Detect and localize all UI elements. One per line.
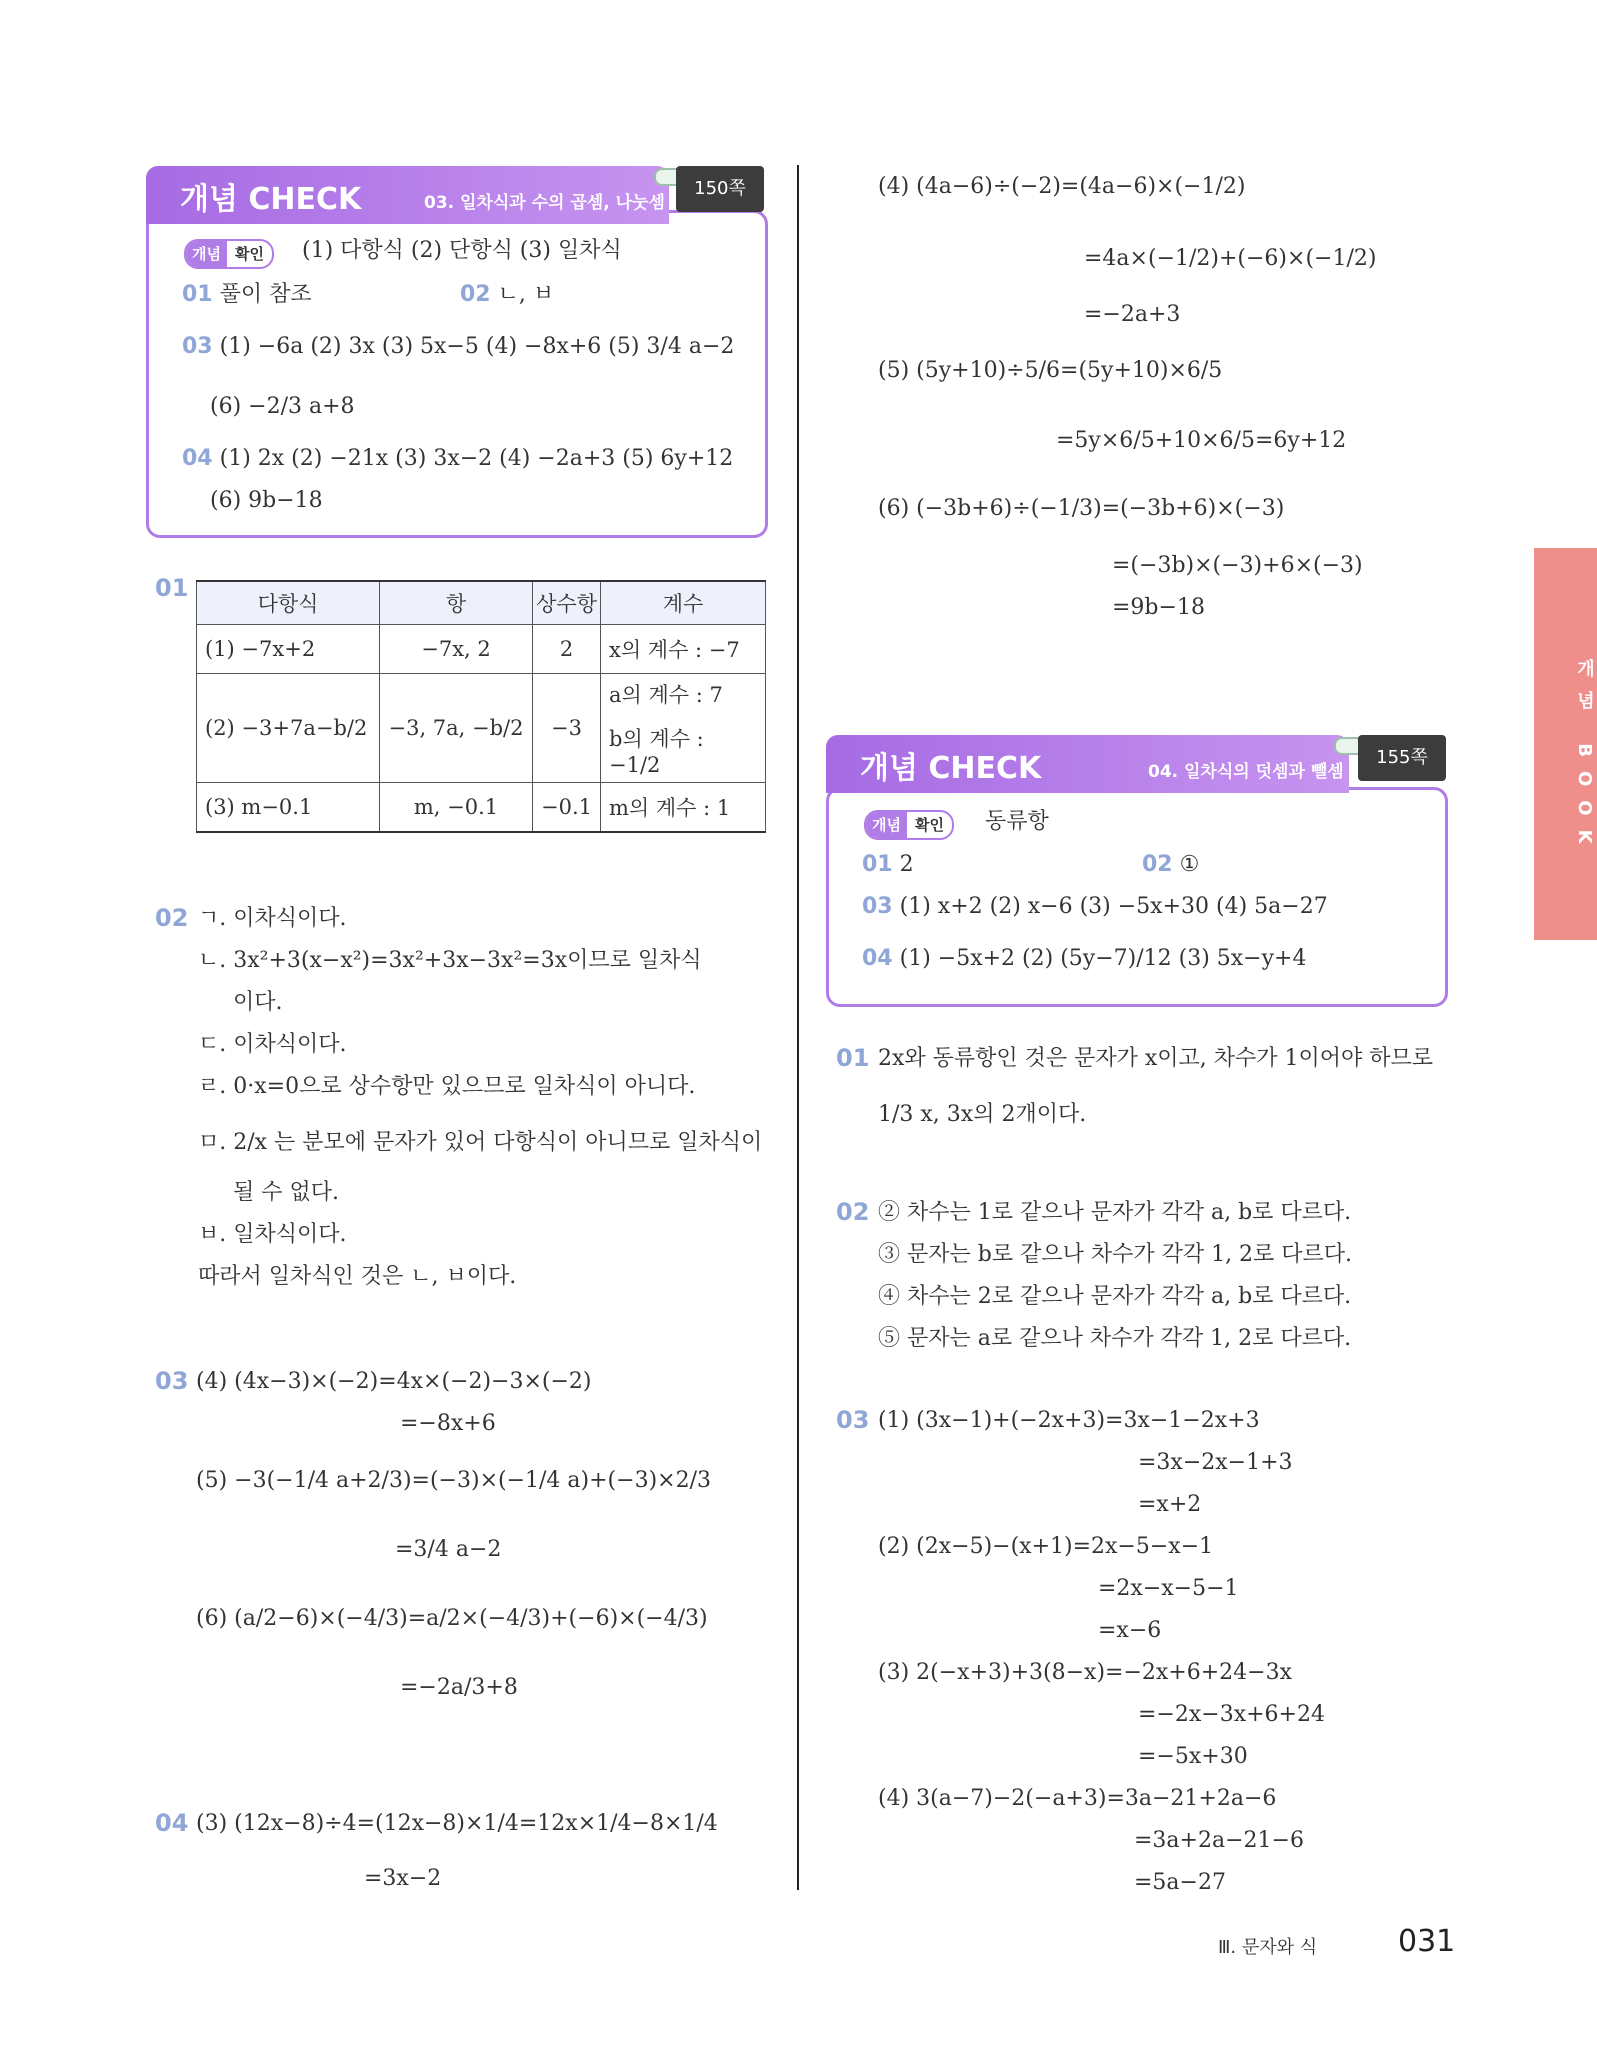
sol04-line: =9b−18 [1112, 595, 1205, 620]
table-header: 다항식 [197, 581, 380, 625]
sol04-line: =4a×(−1/2)+(−6)×(−1/2) [1084, 246, 1377, 271]
sol2-03-line: (2) (2x−5)−(x+1)=2x−5−x−1 [878, 1534, 1214, 1559]
concept-check-header-1 [146, 166, 669, 224]
sol03-line: =3/4 a−2 [395, 1537, 502, 1562]
sol04-line: =5y×6/5+10×6/5=6y+12 [1056, 428, 1347, 453]
sol02-line: 이다. [233, 990, 283, 1015]
concept-answer: (1) 다항식 (2) 단항식 (3) 일차식 [302, 238, 622, 263]
table-row: (2) −3+7a−b/2 −3, 7a, −b/2 −3 a의 계수 : 7 b의 계수 : −1/2 [197, 674, 766, 783]
table-row: (3) m−0.1 m, −0.1 −0.1 m의 계수 : 1 [197, 783, 766, 833]
solution-number-02: 02 [836, 1198, 870, 1226]
answer-04: 04 (1) 2x (2) −21x (3) 3x−2 (4) −2a+3 (5) 6y+12 [182, 446, 734, 471]
table-header: 계수 [601, 581, 766, 625]
solution-number-04: 04 [155, 1809, 189, 1837]
sol04-line: (6) (−3b+6)÷(−1/3)=(−3b+6)×(−3) [878, 496, 1285, 521]
sol04-line: =(−3b)×(−3)+6×(−3) [1112, 553, 1363, 578]
sol03-line: =−8x+6 [400, 1411, 496, 1436]
page-reference-tag: 155쪽 [1358, 735, 1446, 781]
solution-number-03: 03 [155, 1367, 189, 1395]
concept-badge: 개념 확인 [184, 239, 274, 269]
side-tab-label: 개념 BOOK [1574, 658, 1595, 858]
sol02-line: ㄹ. 0·x=0으로 상수항만 있으므로 일차식이 아니다. [198, 1074, 696, 1099]
sol02-line: ㄴ. 3x²+3(x−x²)=3x²+3x−3x²=3x이므로 일차식 [198, 948, 702, 973]
sol03-line: (6) (a/2−6)×(−4/3)=a/2×(−4/3)+(−6)×(−4/3) [196, 1606, 708, 1631]
sol02-line: ㄱ. 이차식이다. [198, 906, 347, 931]
footer-section: Ⅲ. 문자와 식 [1218, 1937, 1318, 1958]
side-tab [1534, 548, 1597, 940]
sol2-03-line: =x−6 [1098, 1618, 1162, 1643]
sol2-01-line: 1/3 x, 3x의 2개이다. [878, 1102, 1087, 1127]
table-row: (1) −7x+2 −7x, 2 2 x의 계수 : −7 [197, 625, 766, 674]
sol02-line: ㅁ. 2/x 는 분모에 문자가 있어 다항식이 아니므로 일차식이 [198, 1130, 763, 1155]
answer-04-cont: (6) 9b−18 [210, 488, 323, 513]
table-header-row [197, 581, 766, 625]
table-header: 항 [380, 581, 533, 625]
sol2-03-line: (4) 3(a−7)−2(−a+3)=3a−21+2a−6 [878, 1786, 1277, 1811]
sol03-line: =−2a/3+8 [400, 1675, 518, 1700]
solution-number-02: 02 [155, 904, 189, 932]
sol2-03-line: =3x−2x−1+3 [1138, 1450, 1293, 1475]
concept-check-title: 개념 CHECK [860, 751, 1042, 786]
answer-02: 02 ① [1142, 852, 1200, 877]
solution-number-03: 03 [836, 1406, 870, 1434]
sol04-line: (4) (4a−6)÷(−2)=(4a−6)×(−1/2) [878, 174, 1246, 199]
sol2-03-line: =x+2 [1138, 1492, 1202, 1517]
concept-check-header-2 [826, 735, 1349, 793]
page-number: 031 [1398, 1924, 1456, 1959]
polynomial-table [196, 580, 766, 833]
sol2-03-line: =3a+2a−21−6 [1134, 1828, 1304, 1853]
answer-01: 01 2 [862, 852, 914, 877]
sol2-02-line: ⑤ 문자는 a로 같으나 차수가 각각 1, 2로 다르다. [878, 1326, 1352, 1351]
concept-check-subtitle: 04. 일차식의 덧셈과 뺄셈 [1148, 762, 1344, 782]
sol2-03-line: =−2x−3x+6+24 [1138, 1702, 1325, 1727]
concept-check-title: 개념 CHECK [180, 182, 362, 217]
sol2-02-line: ② 차수는 1로 같으나 문자가 각각 a, b로 다르다. [878, 1200, 1352, 1225]
sol02-line: ㅂ. 일차식이다. [198, 1222, 347, 1247]
concept-answer: 동류항 [985, 809, 1049, 834]
concept-check-subtitle: 03. 일차식과 수의 곱셈, 나눗셈 [424, 193, 665, 213]
solution-number-01: 01 [836, 1044, 870, 1072]
sol04-line: =−2a+3 [1084, 302, 1181, 327]
sol04-line: =3x−2 [364, 1866, 442, 1891]
page-reference-tag: 150쪽 [676, 166, 764, 212]
sol2-03-line: (1) (3x−1)+(−2x+3)=3x−1−2x+3 [878, 1408, 1260, 1433]
sol04-line: (3) (12x−8)÷4=(12x−8)×1/4=12x×1/4−8×1/4 [196, 1811, 718, 1836]
sol2-03-line: =2x−x−5−1 [1098, 1576, 1239, 1601]
table-header: 상수항 [533, 581, 601, 625]
answer-02: 02 ㄴ, ㅂ [460, 282, 555, 307]
sol04-line: (5) (5y+10)÷5/6=(5y+10)×6/5 [878, 358, 1223, 383]
sol2-02-line: ④ 차수는 2로 같으나 문자가 각각 a, b로 다르다. [878, 1284, 1352, 1309]
sol2-03-line: (3) 2(−x+3)+3(8−x)=−2x+6+24−3x [878, 1660, 1292, 1685]
column-divider [797, 165, 799, 1890]
answer-03-cont: (6) −2/3 a+8 [210, 394, 355, 419]
sol03-line: (5) −3(−1/4 a+2/3)=(−3)×(−1/4 a)+(−3)×2/3 [196, 1468, 711, 1493]
sol02-line: 될 수 없다. [233, 1180, 339, 1205]
answer-03: 03 (1) −6a (2) 3x (3) 5x−5 (4) −8x+6 (5) 3/4 a−2 [182, 334, 735, 359]
sol02-line: 따라서 일차식인 것은 ㄴ, ㅂ이다. [198, 1264, 517, 1289]
sol2-01-line: 2x와 동류항인 것은 문자가 x이고, 차수가 1이어야 하므로 [878, 1046, 1434, 1071]
sol2-03-line: =5a−27 [1134, 1870, 1226, 1895]
concept-badge: 개념 확인 [864, 810, 954, 840]
sol2-03-line: =−5x+30 [1138, 1744, 1248, 1769]
answer-03: 03 (1) x+2 (2) x−6 (3) −5x+30 (4) 5a−27 [862, 894, 1328, 919]
answer-04: 04 (1) −5x+2 (2) (5y−7)/12 (3) 5x−y+4 [862, 946, 1307, 971]
sol03-line: (4) (4x−3)×(−2)=4x×(−2)−3×(−2) [196, 1369, 592, 1394]
sol2-02-line: ③ 문자는 b로 같으나 차수가 각각 1, 2로 다르다. [878, 1242, 1353, 1267]
answer-01: 01 풀이 참조 [182, 282, 312, 307]
solution-number-01: 01 [155, 574, 189, 602]
sol02-line: ㄷ. 이차식이다. [198, 1032, 347, 1057]
